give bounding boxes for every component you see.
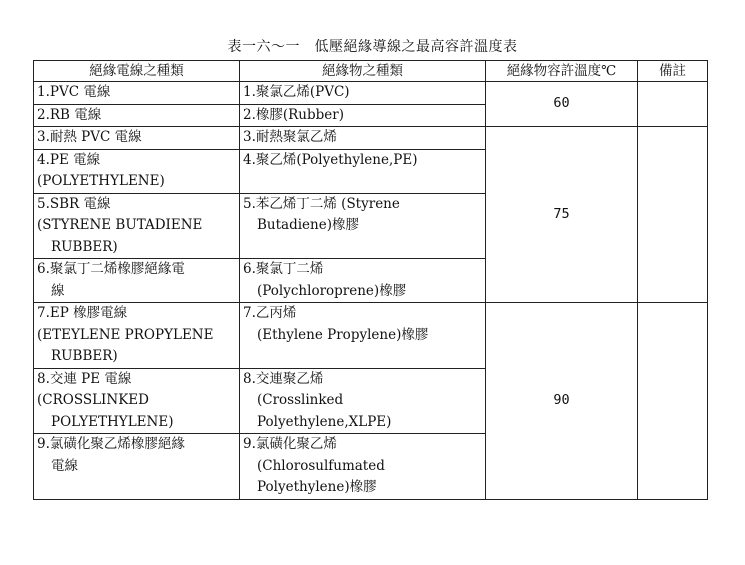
wire-type-cell [34, 82, 240, 105]
insulation-material-cell [240, 434, 486, 500]
temperature-table [33, 60, 708, 500]
temperature-cell: 60 [486, 82, 638, 127]
wire-line: (ETEYLENE PROPYLENE [37, 326, 214, 343]
material-line: 7.乙丙烯 [243, 305, 297, 321]
material-line: 9.氯磺化聚乙烯 [243, 436, 337, 452]
header-row [34, 61, 708, 82]
insulation-material-cell [240, 193, 486, 259]
material-line: Polyethylene)橡膠 [257, 479, 377, 495]
wire-line: POLYETHYLENE) [51, 413, 174, 430]
header-allowed-temperature: 絕緣物容許溫度℃ [486, 61, 638, 82]
header-insulation-material: 絕緣物之種類 [240, 61, 486, 82]
material-line: 5.苯乙烯丁二烯 (Styrene [243, 195, 400, 212]
wire-line: 電線 [51, 457, 78, 474]
wire-line: 4.PE 電線 [37, 151, 101, 168]
wire-line: 6.聚氯丁二烯橡膠絕緣電 [37, 261, 185, 277]
temperature-cell: 75 [486, 127, 638, 303]
remarks-cell [638, 303, 708, 500]
temperature-cell: 90 [486, 303, 638, 500]
wire-line: RUBBER) [51, 348, 118, 364]
wire-line: (CROSSLINKED [37, 392, 149, 408]
material-line: Butadiene)橡膠 [257, 217, 359, 233]
remarks-cell [638, 82, 708, 127]
table-row [34, 303, 708, 369]
insulation-material-cell [240, 82, 486, 105]
wire-type-cell [34, 303, 240, 369]
header-wire-type: 絕緣電線之種類 [34, 61, 240, 82]
wire-line: 5.SBR 電線 [37, 195, 111, 212]
wire-line: 3.耐熱 PVC 電線 [37, 129, 142, 145]
table-row [34, 127, 708, 150]
insulation-material-cell [240, 104, 486, 127]
material-line: 6.聚氯丁二烯 [243, 261, 324, 277]
remarks-cell [638, 127, 708, 303]
material-line: (Chlorosulfumated [257, 457, 385, 474]
material-line: 3.耐熱聚氯乙烯 [243, 129, 337, 145]
wire-line: 線 [51, 282, 65, 299]
material-line: (Ethylene Propylene)橡膠 [257, 326, 429, 343]
wire-type-cell [34, 434, 240, 500]
material-line: (Crosslinked [257, 392, 344, 408]
wire-type-cell [34, 193, 240, 259]
wire-line: (STYRENE BUTADIENE [37, 217, 203, 233]
material-line: Polyethylene,XLPE) [257, 413, 392, 430]
wire-line: 8.交連 PE 電線 [37, 370, 132, 387]
wire-line: 1.PVC 電線 [37, 84, 111, 100]
insulation-material-cell [240, 303, 486, 369]
wire-line: (POLYETHYLENE) [37, 173, 165, 189]
material-line: 8.交連聚乙烯 [243, 370, 324, 387]
insulation-material-cell [240, 259, 486, 303]
wire-line: RUBBER) [51, 238, 118, 255]
wire-type-cell [34, 149, 240, 193]
wire-type-cell [34, 368, 240, 434]
material-line: (Polychloroprene)橡膠 [257, 282, 407, 299]
wire-type-cell [34, 104, 240, 127]
wire-type-cell [34, 259, 240, 303]
insulation-material-cell [240, 368, 486, 434]
wire-line: 2.RB 電線 [37, 106, 102, 123]
material-line: 2.橡膠(Rubber) [243, 106, 344, 123]
insulation-material-cell [240, 127, 486, 150]
insulation-material-cell [240, 149, 486, 193]
wire-line: 7.EP 橡膠電線 [37, 305, 128, 321]
wire-line: 9.氯磺化聚乙烯橡膠絕緣 [37, 436, 185, 452]
material-line: 1.聚氯乙烯(PVC) [243, 84, 350, 100]
table-title: 表一六～一 低壓絕緣導線之最高容許溫度表 [227, 39, 518, 55]
table-row [34, 82, 708, 105]
header-remarks: 備註 [638, 61, 708, 82]
material-line: 4.聚乙烯(Polyethylene,PE) [243, 151, 418, 168]
wire-type-cell [34, 127, 240, 150]
